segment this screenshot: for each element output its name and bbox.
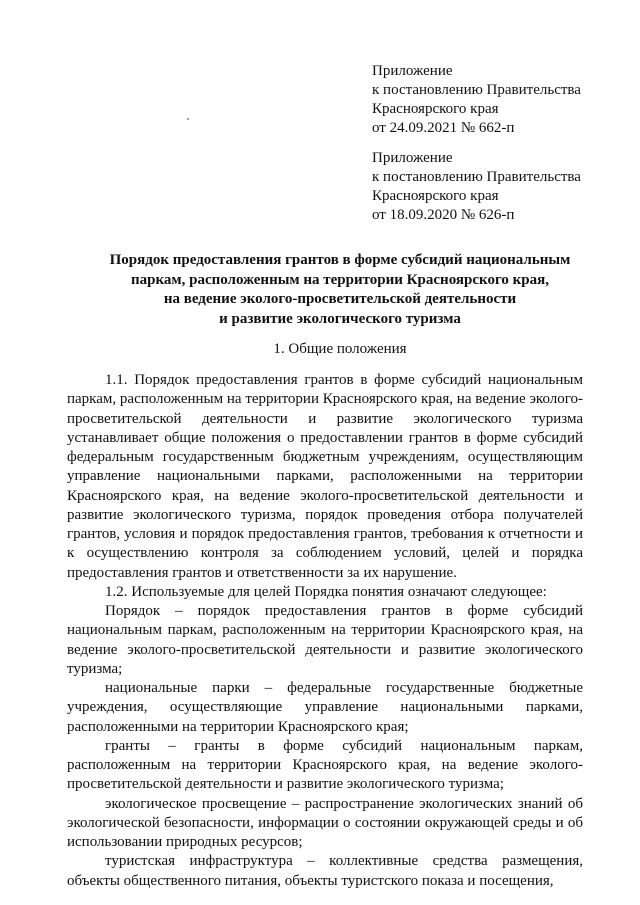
title-line: и развитие экологического туризма — [219, 310, 461, 327]
title-line: паркам, расположенным на территории Красноярского края, — [130, 271, 550, 288]
appendix-date-number: от 18.09.2020 № 626-п — [372, 207, 515, 223]
appendix-label: Приложение — [372, 63, 453, 79]
appendix-resolution-line: к постановлению Правительства — [372, 82, 581, 98]
definition-grants: гранты – гранты в форме субсидий национальным паркам, расположенным на территории Красноярского края, на ведение эколого-просветительской деятельности и развитие экологического туризма; — [67, 737, 583, 793]
appendix-region-line: Красноярского края — [372, 188, 499, 204]
appendix-block-original — [372, 149, 632, 225]
definition-ecological-education: экологическое просвещение – распространение экологических знаний об экологической безопасности, информации о состоянии окружающей среды и об использовании природных ресурсов; — [67, 795, 583, 850]
title-line: на ведение эколого-просветительской деятельности — [163, 291, 517, 307]
paragraph-1-2: 1.2. Используемые для целей Порядка понятия означают следующее: — [105, 583, 547, 600]
definition-tourist-infrastructure: туристская инфраструктура – коллективные средства размещения, объекты общественного питания, объекты туристского показа и посещения, — [67, 853, 583, 889]
definition-poryadok: Порядок – порядок предоставления грантов в форме субсидий национальным паркам, расположенным на территории Красноярского края, на ведение эколого-просветительской деятельности и развитие экологического туризма; — [67, 603, 583, 677]
scan-speck — [187, 118, 189, 120]
appendix-block-current — [372, 62, 632, 138]
document-body — [67, 371, 583, 891]
paragraph-1-1: 1.1. Порядок предоставления грантов в форме субсидий национальным паркам, расположенным на территории Красноярского края, на ведение эколого-просветительской деятельности и развитие экологического туризма устанавливает общие положения о предоставлении грантов в форме субсидий федеральным государственным бюджетным учреждениям, осуществляющим управление национальными парками, расположенными на территории Красноярского края, на ведение эколого-просветительской деятельности и развитие экологического туризма, порядок проведения отбора получателей грантов, условия и порядок предоставления грантов, требования к отчетности и к осуществлению контроля за соблюдением условий, целей и порядка предоставления грантов и ответственности за их нарушение. — [67, 372, 583, 581]
definition-national-parks: национальные парки – федеральные государственные бюджетные учреждения, осуществляющие управление национальными парками, расположенными на территории Красноярского края; — [67, 680, 583, 735]
appendix-resolution-line: к постановлению Правительства — [372, 169, 581, 185]
document-title — [60, 251, 620, 329]
appendix-date-number: от 24.09.2021 № 662-п — [372, 120, 515, 136]
appendix-label: Приложение — [372, 150, 453, 166]
title-line: Порядок предоставления грантов в форме субсидий национальным — [109, 252, 571, 268]
appendix-region-line: Красноярского края — [372, 101, 499, 117]
section-heading: 1. Общие положения — [273, 341, 407, 357]
